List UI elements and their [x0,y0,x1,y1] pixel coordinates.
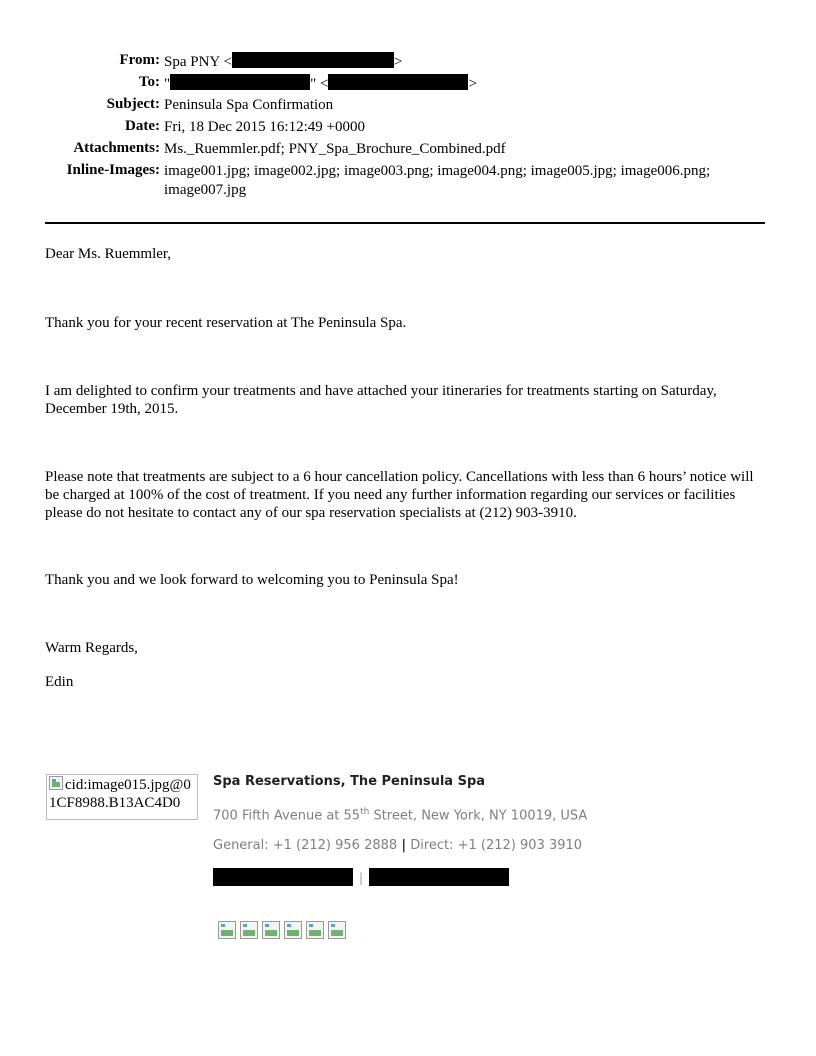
logo-alt-text: cid:image015.jpg@01CF8988.B13AC4D0 [49,777,191,811]
redacted-link[interactable] [213,868,353,886]
social-icons [218,921,346,939]
date-label: Date: [125,118,160,134]
to-label: To: [138,74,160,90]
redacted-name [170,74,310,90]
redacted-link[interactable] [369,868,509,886]
from-row [0,52,816,74]
from-value: Spa PNY < > [164,54,403,70]
subject-label: Subject: [106,96,160,112]
signature-address: 700 Fifth Avenue at 55th Street, New York, NY 10019, USA [213,807,588,824]
broken-image-icon[interactable] [328,921,346,939]
inline-images-label: Inline-Images: [66,162,160,178]
attachments-label: Attachments: [73,140,160,156]
general-phone: General: +1 (212) 956 2888 [213,838,398,853]
broken-image-icon[interactable] [262,921,280,939]
signature-title: Spa Reservations, The Peninsula Spa [213,774,486,789]
broken-image-icon [49,776,63,790]
greeting: Dear Ms. Ruemmler, [45,246,172,262]
paragraph-3: Please note that treatments are subject to a 6 hour cancellation policy. Cancellations with less than 6 hours’ notice will be charged at 100% of the cost of treatment. If you need any further information regarding our services or facilities please do not hesitate to contact any of our spa reservation specialists at (212) 903-3910. [45,469,754,521]
redacted-email [232,52,394,68]
signature-phones: General: +1 (212) 956 2888 | Direct: +1 (212) 903 3910 [213,838,583,853]
signature-links: | [213,868,509,888]
inline-images-row [0,162,816,202]
closing: Warm Regards, [45,640,138,656]
direct-phone: Direct: +1 (212) 903 3910 [410,838,583,853]
broken-image-icon[interactable] [306,921,324,939]
date-row [0,118,816,140]
date-value: Fri, 18 Dec 2015 16:12:49 +0000 [164,119,365,135]
subject-row [0,96,816,118]
email-header [0,52,816,202]
broken-image-icon[interactable] [284,921,302,939]
broken-image-icon[interactable] [218,921,236,939]
to-row [0,74,816,96]
paragraph-4: Thank you and we look forward to welcoming you to Peninsula Spa! [45,572,459,588]
inline-images-value: image001.jpg; image002.jpg; image003.png; image004.png; image005.jpg; image006.png; image007.jpg [164,163,711,198]
paragraph-2: I am delighted to confirm your treatments and have attached your itineraries for treatments starting on Saturday, December 19th, 2015. [45,383,717,417]
broken-image-icon[interactable] [240,921,258,939]
header-divider [45,222,765,224]
from-label: From: [119,52,160,68]
subject-value: Peninsula Spa Confirmation [164,97,334,113]
attachments-row [0,140,816,162]
redacted-email [328,74,468,90]
sender-name: Edin [45,674,74,690]
broken-logo-image [46,774,198,820]
to-value: " " < > [164,76,477,92]
paragraph-1: Thank you for your recent reservation at The Peninsula Spa. [45,315,407,331]
attachments-value[interactable]: Ms._Ruemmler.pdf; PNY_Spa_Brochure_Combined.pdf [164,141,506,157]
